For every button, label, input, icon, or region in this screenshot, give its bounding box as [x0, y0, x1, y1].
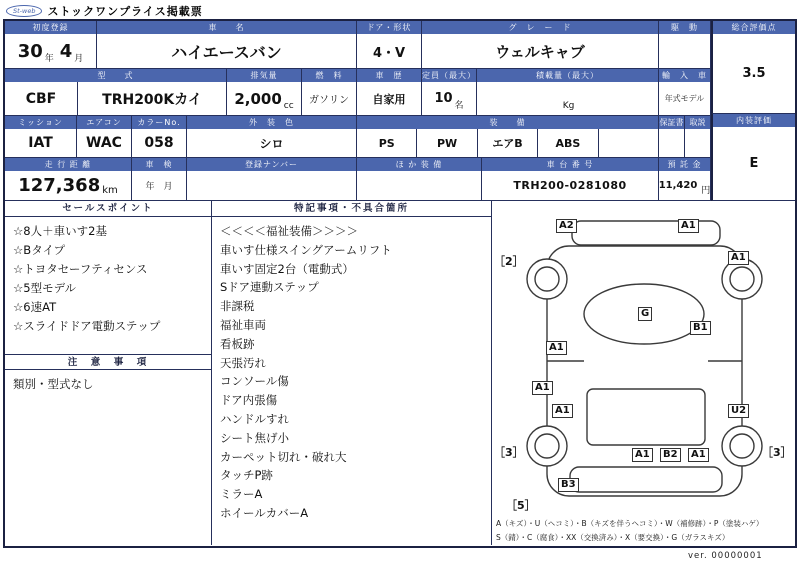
mileage-cell	[5, 158, 132, 201]
remark-item: カーペット切れ・破れ大	[220, 449, 347, 464]
deposit-value: 11,420 円	[659, 180, 710, 196]
remark-item: タッチP跡	[220, 468, 273, 483]
version-text: ver. 00000001	[688, 551, 763, 561]
brand-logo: St-web	[6, 5, 42, 17]
damage-marker: A2	[556, 219, 577, 233]
sales-point-item: ☆8人＋車いす2基	[13, 224, 107, 238]
aircon-cell	[77, 116, 132, 158]
grade-label: グ レ ー ド	[422, 21, 658, 34]
car-outline-top-view	[492, 201, 795, 513]
car-name-value: ハイエースバン	[171, 42, 282, 62]
overall-score-cell	[711, 21, 795, 114]
sales-points-list	[5, 217, 211, 336]
damage-marker: A1	[546, 341, 567, 355]
equipment-item: エアB	[478, 129, 538, 157]
load-capacity-value: Kg	[562, 101, 575, 111]
door-shape-value: 4・V	[372, 45, 406, 61]
transmission-label: ミッション	[5, 116, 76, 129]
equipment-values	[357, 129, 658, 157]
history-label: 車 歴	[357, 69, 421, 82]
remark-item: ハンドルすれ	[220, 411, 289, 426]
remark-item: ミラーA	[220, 487, 263, 502]
damage-diagram	[492, 201, 795, 546]
remark-item: Sドア連動ステップ	[220, 280, 319, 295]
color-number-cell	[132, 116, 187, 158]
displacement-label: 排気量	[227, 69, 301, 82]
damage-marker: A1	[632, 448, 653, 462]
drive-label: 駆 動	[659, 21, 710, 34]
equipment-item	[599, 129, 658, 157]
inspection-value: 年 月	[145, 182, 173, 192]
equipment-item: PS	[357, 129, 417, 157]
import-car-label: 輸 入 車	[659, 69, 710, 82]
drive-value	[659, 34, 710, 68]
displacement-value: 2,000 cc	[234, 89, 294, 111]
damage-marker: A1	[552, 404, 573, 418]
model-code-values	[5, 82, 226, 115]
damage-marker: B2	[660, 448, 681, 462]
interior-grade-label: 内装評価	[713, 114, 795, 127]
model-code-label: 型 式	[5, 69, 226, 82]
remark-item: ドア内張傷	[220, 393, 278, 408]
registration-number-value	[187, 171, 356, 200]
drive-cell	[659, 21, 711, 69]
overall-score-label: 総合評価点	[713, 21, 795, 34]
other-equipment-value	[357, 171, 481, 200]
damage-marker: A1	[678, 219, 699, 233]
interior-grade-value: E	[749, 156, 759, 171]
damage-marker: ［3］	[762, 446, 792, 459]
equipment-cell	[357, 116, 659, 158]
damage-marker: B3	[558, 478, 579, 492]
damage-marker: A1	[728, 251, 749, 265]
grade-cell	[422, 21, 659, 69]
sales-points-panel	[5, 201, 212, 545]
warranty-book-label: 保証書	[659, 118, 684, 127]
mileage-label: 走 行 距 離	[5, 158, 131, 171]
first-registration-label: 初度登録	[5, 21, 96, 34]
chassis-number-label: 車 台 番 号	[482, 158, 658, 171]
other-equipment-cell	[357, 158, 482, 201]
sales-point-item: ☆5型モデル	[13, 281, 77, 295]
remark-item: 非課税	[220, 299, 255, 314]
capacity-label: 定員（最大）	[422, 71, 476, 80]
equipment-item: PW	[417, 129, 477, 157]
damage-marker: U2	[728, 404, 749, 418]
model-code-value: TRH200Kカイ	[77, 82, 226, 115]
equipment-item: ABS	[538, 129, 598, 157]
door-shape-cell	[357, 21, 422, 69]
manual-value	[685, 129, 710, 157]
model-code-prefix: CBF	[25, 90, 57, 107]
damage-marker: B1	[690, 321, 711, 335]
remarks-title: 特記事項・不具合箇所	[212, 201, 491, 217]
chassis-number-cell	[482, 158, 659, 201]
warranty-book-cell	[659, 116, 685, 158]
document-header	[6, 3, 203, 19]
damage-legend	[496, 517, 763, 545]
sales-point-item: ☆トヨタセーフティセンス	[13, 262, 148, 276]
door-shape-label: ドア・形状	[357, 21, 421, 34]
remark-item: シート焦げ小	[220, 430, 289, 445]
cautions-list	[5, 370, 211, 394]
sales-point-item: ☆6速AT	[13, 300, 57, 314]
load-capacity-label: 積載量（最大）	[477, 69, 658, 82]
cautions-title: 注 意 事 項	[5, 354, 211, 370]
fuel-label: 燃 料	[302, 69, 356, 82]
car-name-cell	[97, 21, 357, 69]
chassis-number-value: TRH200-0281080	[513, 179, 627, 192]
capacity-value: 10 名	[434, 91, 464, 111]
transmission-cell	[5, 116, 77, 158]
remark-item: 天張汚れ	[220, 355, 266, 370]
remarks-panel	[212, 201, 492, 545]
first-registration-value: 30 年 4 月	[17, 40, 84, 64]
transmission-value: IAT	[28, 135, 53, 151]
damage-marker: A1	[688, 448, 709, 462]
model-code-cell	[5, 69, 227, 116]
registration-number-cell	[187, 158, 357, 201]
inspection-label: 車 検	[132, 158, 186, 171]
grade-value: ウェルキャブ	[495, 42, 585, 61]
damage-marker: A1	[532, 381, 553, 395]
manual-cell	[685, 116, 711, 158]
import-car-cell	[659, 69, 711, 116]
fuel-value: ガソリン	[309, 95, 349, 106]
inspection-cell	[132, 158, 187, 201]
damage-marker: G	[638, 307, 652, 321]
exterior-color-cell	[187, 116, 357, 158]
history-value: 自家用	[372, 92, 406, 106]
registration-number-label: 登録ナンバー	[187, 158, 356, 171]
deposit-cell	[659, 158, 711, 201]
fuel-cell	[302, 69, 357, 116]
damage-legend-line: A（キズ）・U（ヘコミ）・B（キズを伴うヘコミ）・W（補修跡）・P（塗装ハゲ）	[496, 519, 764, 528]
history-cell	[357, 69, 422, 116]
load-capacity-cell	[477, 69, 659, 116]
displacement-cell	[227, 69, 302, 116]
remark-item: 車いす固定2台（電動式）	[220, 261, 354, 276]
exterior-color-label: 外 装 色	[187, 116, 356, 129]
import-car-value: 年式モデル	[664, 94, 705, 103]
remark-item: コンソール傷	[220, 374, 289, 389]
remarks-list	[212, 217, 491, 523]
mileage-value: 127,368 km	[18, 175, 118, 196]
damage-marker: ［2］	[494, 255, 524, 268]
overall-score-value: 3.5	[742, 66, 766, 81]
color-number-value: 058	[144, 135, 174, 151]
damage-marker: ［5］	[506, 499, 536, 512]
document-title: ストックワンプライス掲載票	[47, 5, 203, 18]
remark-item: 車いす仕様スイングアームリフト	[220, 242, 392, 257]
capacity-cell	[422, 69, 477, 116]
remark-item: 看板跡	[220, 336, 255, 351]
manual-label: 取説	[685, 116, 710, 129]
first-registration-cell	[5, 21, 97, 69]
sheet-body	[3, 19, 797, 548]
caution-item: 類別・型式なし	[13, 377, 94, 391]
aircon-value: WAC	[86, 135, 122, 151]
other-equipment-label: ほ か 装 備	[357, 158, 481, 171]
warranty-book-value	[659, 129, 684, 157]
sales-points-title: セールスポイント	[5, 201, 211, 217]
remark-item: 福祉車両	[220, 317, 266, 332]
remark-item: ＜＜＜＜福祉装備＞＞＞＞	[220, 224, 358, 238]
damage-marker: ［3］	[494, 446, 524, 459]
deposit-label: 預 託 金	[659, 158, 710, 171]
remark-item: ホイールカバーA	[220, 505, 309, 520]
car-name-label: 車 名	[97, 21, 356, 34]
equipment-label: 装 備	[357, 116, 658, 129]
sales-point-item: ☆Bタイプ	[13, 243, 66, 257]
damage-legend-line: S（錆）・C（腐食）・XX（交換済み）・X（要交換）・G（ガラスキズ）	[496, 533, 730, 542]
exterior-color-value: シロ	[259, 136, 284, 151]
aircon-label: エアコン	[77, 116, 131, 129]
color-number-label: カラーNo.	[132, 116, 186, 129]
interior-grade-cell	[711, 114, 795, 201]
sales-point-item: ☆スライドドア電動ステップ	[13, 319, 161, 333]
